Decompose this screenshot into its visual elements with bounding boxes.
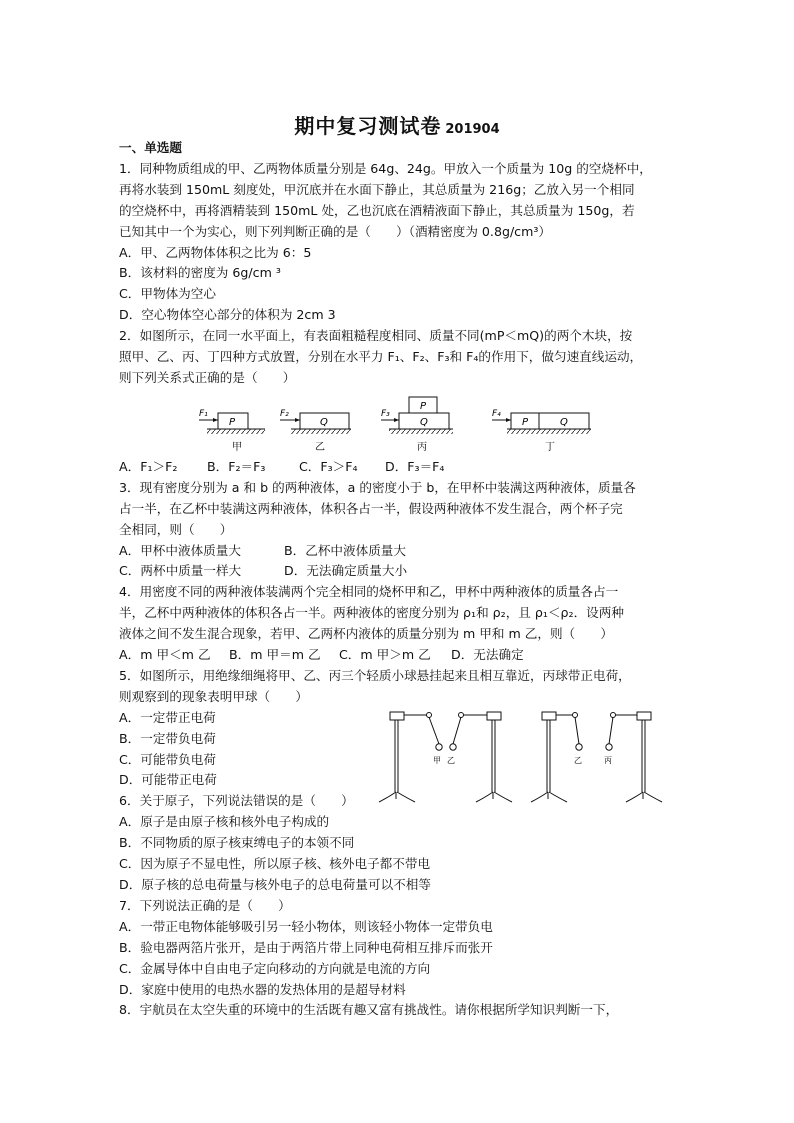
ball-label: 乙 (447, 755, 455, 765)
ground-hatch (507, 429, 591, 434)
force-label-f1: F₁ (199, 408, 208, 419)
title-code: 201904 (445, 122, 500, 137)
page-title (0, 110, 794, 139)
question-text-line: 5．如图所示，用绝缘细绳将甲、乙、丙三个轻质小球悬挂起来且相互靠近，丙球带正电荷， (119, 667, 631, 683)
options-row (119, 561, 679, 582)
string-jia (429, 717, 439, 744)
ball-label: 乙 (574, 755, 582, 765)
stand-3 (531, 712, 578, 802)
ground-hatch (291, 429, 351, 434)
options-row (119, 457, 679, 478)
question-text-line: 4．用密度不同的两种液体装满两个完全相同的烧杯甲和乙，甲杯中两种液体的质量各占一 (119, 584, 619, 600)
option-c: C．F₃＞F₄ (299, 458, 358, 474)
block-label: P (522, 416, 529, 428)
ball-jia (436, 744, 442, 750)
option-c: C．金属导体中自由电子定向移动的方向就是电流的方向 (119, 960, 431, 976)
figure-ding (492, 409, 591, 453)
block-label: Q (320, 416, 328, 428)
ground-hatch (207, 429, 265, 434)
title-main: 期中复习测试卷 (294, 114, 442, 138)
question-text-line: 再将水装到 150mL 刻度处，甲沉底并在水面下静止，其总质量为 216g；乙放入另一个相同 (119, 181, 635, 197)
ball-bing (606, 744, 612, 750)
force-label-f2: F₂ (280, 408, 289, 419)
option-c: C．可能带负电荷 (119, 751, 216, 767)
string-yi (453, 717, 461, 744)
option-a: A．原子是由原子核和核外电子构成的 (119, 814, 330, 830)
option-b: B．乙杯中液体质量大 (284, 542, 406, 558)
arrow-head (213, 418, 218, 422)
figure-jia (199, 409, 265, 453)
section-heading: 一、单选题 (119, 140, 182, 155)
option-c: C．两杯中质量一样大 (119, 563, 242, 579)
question-6 (119, 791, 679, 896)
figure-yi (280, 409, 351, 453)
options-row (119, 645, 679, 666)
question-text-line: 已知其中一个为实心，则下列判断正确的是（ ）（酒精密度为 0.8g/cm³） (119, 223, 552, 239)
question-text-line: 2．如图所示，在同一水平面上，有表面粗糙程度相同、质量不同(mP＜mQ)的两个木块，按 (119, 328, 633, 344)
option-a: A．一带正电物体能够吸引另一轻小物体，则该轻小物体一定带负电 (119, 918, 493, 934)
force-label-f4: F₄ (492, 408, 501, 419)
option-b: B．不同物质的原子核束缚电子的本领不同 (119, 835, 355, 851)
arrow-head (506, 418, 511, 422)
option-b: B．一定带负电荷 (119, 730, 216, 746)
stand-4 (611, 712, 663, 802)
caption-yi: 乙 (315, 441, 325, 453)
question-text-line: 7．下列说法正确的是（ ） (119, 897, 291, 913)
block-label: P (229, 416, 236, 428)
question-7 (119, 896, 679, 1001)
ball-label: 丙 (604, 755, 612, 765)
question-text-line: 8．宇航员在太空失重的环境中的生活既有趣又富有挑战性。请你根据所学知识判断一下， (119, 1002, 619, 1018)
question-text-line: 占一半，在乙杯中装满这两种液体，体积各占一半，假设两种液体不发生混合，两个杯子完 (119, 500, 623, 516)
ball-label: 甲 (433, 755, 441, 765)
caption-ding: 丁 (545, 441, 555, 453)
string-bing (609, 717, 613, 744)
caption-jia: 甲 (232, 441, 242, 453)
arrow-head (295, 418, 300, 422)
pendulum-diagram (377, 706, 677, 806)
option-a: A．F₁＞F₂ (119, 458, 178, 474)
option-d: D．可能带正电荷 (119, 772, 217, 788)
question-text-line: 半，乙杯中两种液体的体积各占一半。两种液体的密度分别为 ρ₁和 ρ₂，且 ρ₁＜ρ₂．设两种 (119, 605, 624, 621)
ball-yi-2 (576, 744, 582, 750)
option-d: D．空心物体空心部分的体积为 2cm 3 (119, 307, 336, 323)
force-label-f3: F₃ (381, 408, 390, 419)
question-text-line: 1．同种物质组成的甲、乙两物体质量分别是 64g、24g。甲放入一个质量为 10g 的空烧杯中， (119, 160, 652, 176)
options-row (119, 541, 679, 562)
option-d: D．家庭中使用的电热水器的发热体用的是超导材料 (119, 981, 406, 997)
option-d: D．F₃＝F₄ (385, 458, 445, 474)
question-text-line: 液体之间不发生混合现象，若甲、乙两杯内液体的质量分别为 m 甲和 m 乙，则（ ） (119, 626, 613, 642)
question-5 (119, 666, 679, 791)
option-c: C．甲物体为空心 (119, 286, 216, 302)
option-a: A．一定带正电荷 (119, 709, 216, 725)
block-label: Q (560, 416, 568, 428)
option-b: B．m 甲＝m 乙 (229, 647, 321, 663)
question-content (119, 138, 679, 1021)
ball-yi (450, 744, 456, 750)
question-3 (119, 478, 679, 583)
option-d: D．原子核的总电荷量与核外电子的总电荷量可以不相等 (119, 877, 431, 892)
caption-bing: 丙 (417, 441, 427, 453)
question-text-line: 则下列关系式正确的是（ ） (119, 369, 296, 385)
blocks-diagram (119, 389, 679, 457)
option-d: D．无法确定 (451, 647, 524, 663)
option-a: A．甲杯中液体质量大 (119, 542, 241, 558)
arrow-head (394, 418, 399, 422)
question-text-line: 的空烧杯中，再将酒精装到 150mL 处，乙也沉底在酒精液面下静止，其总质量为 150g，若 (119, 202, 635, 218)
string-yi-2 (575, 717, 579, 744)
option-b: B．验电器两箔片张开，是由于两箔片带上同种电荷相互排斥而张开 (119, 939, 493, 955)
option-b: B．该材料的密度为 6g/cm ³ (119, 265, 281, 281)
question-text-line: 照甲、乙、丙、丁四种方式放置，分别在水平力 F₁、F₂、F₃和 F₄的作用下，做匀速直线运动， (119, 349, 643, 365)
question-2 (119, 326, 679, 478)
option-a: A．甲、乙两物体体积之比为 6：5 (119, 244, 312, 260)
option-c: C．因为原子不显电性，所以原子核、核外电子都不带电 (119, 856, 431, 872)
figure-bing (381, 397, 453, 453)
blocks-figure (119, 389, 679, 457)
option-a: A．m 甲＜m 乙 (119, 647, 211, 663)
option-c: C．m 甲＞m 乙 (339, 647, 431, 663)
question-4 (119, 582, 679, 666)
question-text-line: 3．现有密度分别为 a 和 b 的两种液体，a 的密度小于 b，在甲杯中装满这两种液体，质量各 (119, 479, 636, 495)
question-text-line: 全相同，则（ ） (119, 521, 233, 537)
question-8 (119, 1000, 679, 1021)
option-d: D．无法确定质量大小 (284, 563, 408, 579)
question-1 (119, 159, 679, 326)
block-label: Q (420, 416, 428, 428)
question-text-line: 则观察到的现象表明甲球（ ） (119, 688, 308, 704)
question-text-line: 6．关于原子，下列说法错误的是（ ） (119, 793, 354, 809)
option-b: B．F₂＝F₃ (207, 458, 266, 474)
block-label: P (420, 400, 427, 412)
stand-2 (459, 712, 513, 802)
stand-1 (379, 712, 432, 802)
ground-hatch (389, 429, 453, 434)
